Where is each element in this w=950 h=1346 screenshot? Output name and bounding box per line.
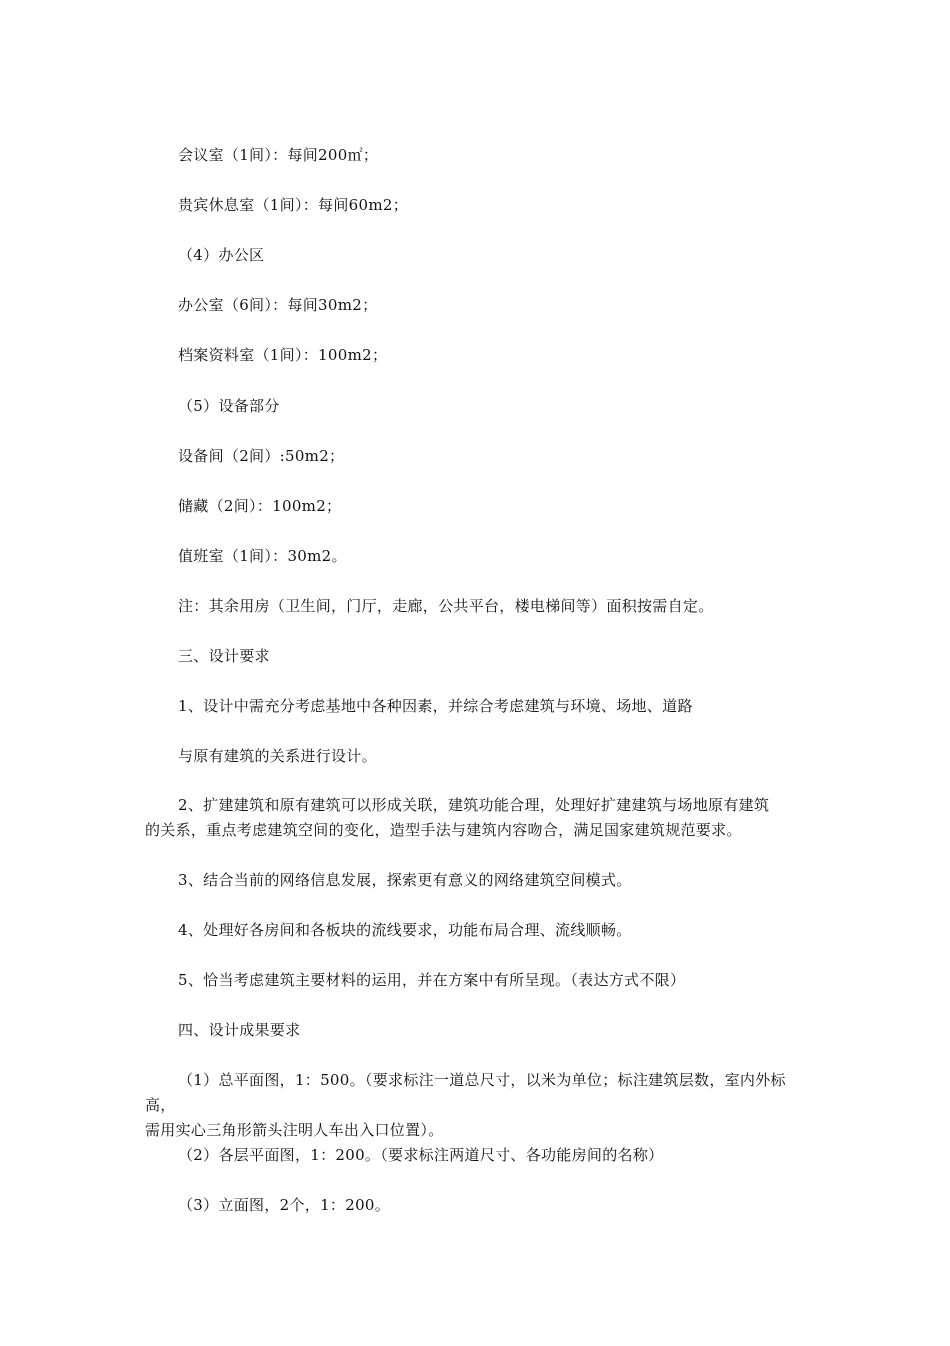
heading-deliverables: 四、设计成果要求 (178, 1021, 301, 1039)
room-office: 办公室（6间）：每间30m2； (178, 296, 378, 314)
requirement-2-line2: 的关系，重点考虑建筑空间的变化，造型手法与建筑内容吻合，满足国家建筑规范要求。 (145, 821, 742, 839)
deliverable-2: （2）各层平面图，1：200。（要求标注两道尺寸、各功能房间的名称） (178, 1146, 664, 1164)
room-duty: 值班室（1间）：30m2。 (178, 547, 347, 565)
room-meeting: 会议室（1间）：每间200㎡； (178, 146, 379, 164)
room-vip-lounge: 贵宾休息室（1间）：每间60m2； (178, 196, 408, 214)
requirement-2-line1: 2、扩建建筑和原有建筑可以形成关联，建筑功能合理，处理好扩建建筑与场地原有建筑 (178, 796, 770, 814)
requirement-5: 5、恰当考虑建筑主要材料的运用，并在方案中有所呈现。（表达方式不限） (178, 971, 686, 989)
room-archive: 档案资料室（1间）：100m2； (178, 346, 388, 364)
requirement-3: 3、结合当前的网络信息发展，探索更有意义的网络建筑空间模式。 (178, 871, 632, 889)
requirement-1: 1、设计中需充分考虑基地中各种因素，并综合考虑建筑与环境、场地、道路 (178, 697, 693, 715)
requirement-2 (145, 793, 807, 843)
heading-design-requirements: 三、设计要求 (178, 647, 270, 665)
deliverable-1-line2: 需用实心三角形箭头注明人车出入口位置）。 (145, 1121, 444, 1139)
deliverable-3: （3）立面图，2个，1：200。 (178, 1196, 391, 1214)
section-equipment: （5）设备部分 (178, 397, 280, 415)
deliverable-1 (145, 1068, 807, 1143)
section-office-area: （4）办公区 (178, 246, 265, 264)
requirement-4: 4、处理好各房间和各板块的流线要求，功能布局合理、流线顺畅。 (178, 921, 632, 939)
room-storage: 储藏（2间）：100m2； (178, 497, 342, 515)
deliverable-1-line1: （1）总平面图，1：500。（要求标注一道总尺寸，以米为单位；标注建筑层数，室内外标高， (145, 1071, 786, 1114)
requirement-1-continued: 与原有建筑的关系进行设计。 (178, 747, 377, 765)
room-equipment: 设备间（2间）:50m2； (178, 447, 345, 465)
note-other-rooms: 注：其余用房（卫生间，门厅，走廊，公共平台，楼电梯间等）面积按需自定。 (178, 597, 714, 615)
